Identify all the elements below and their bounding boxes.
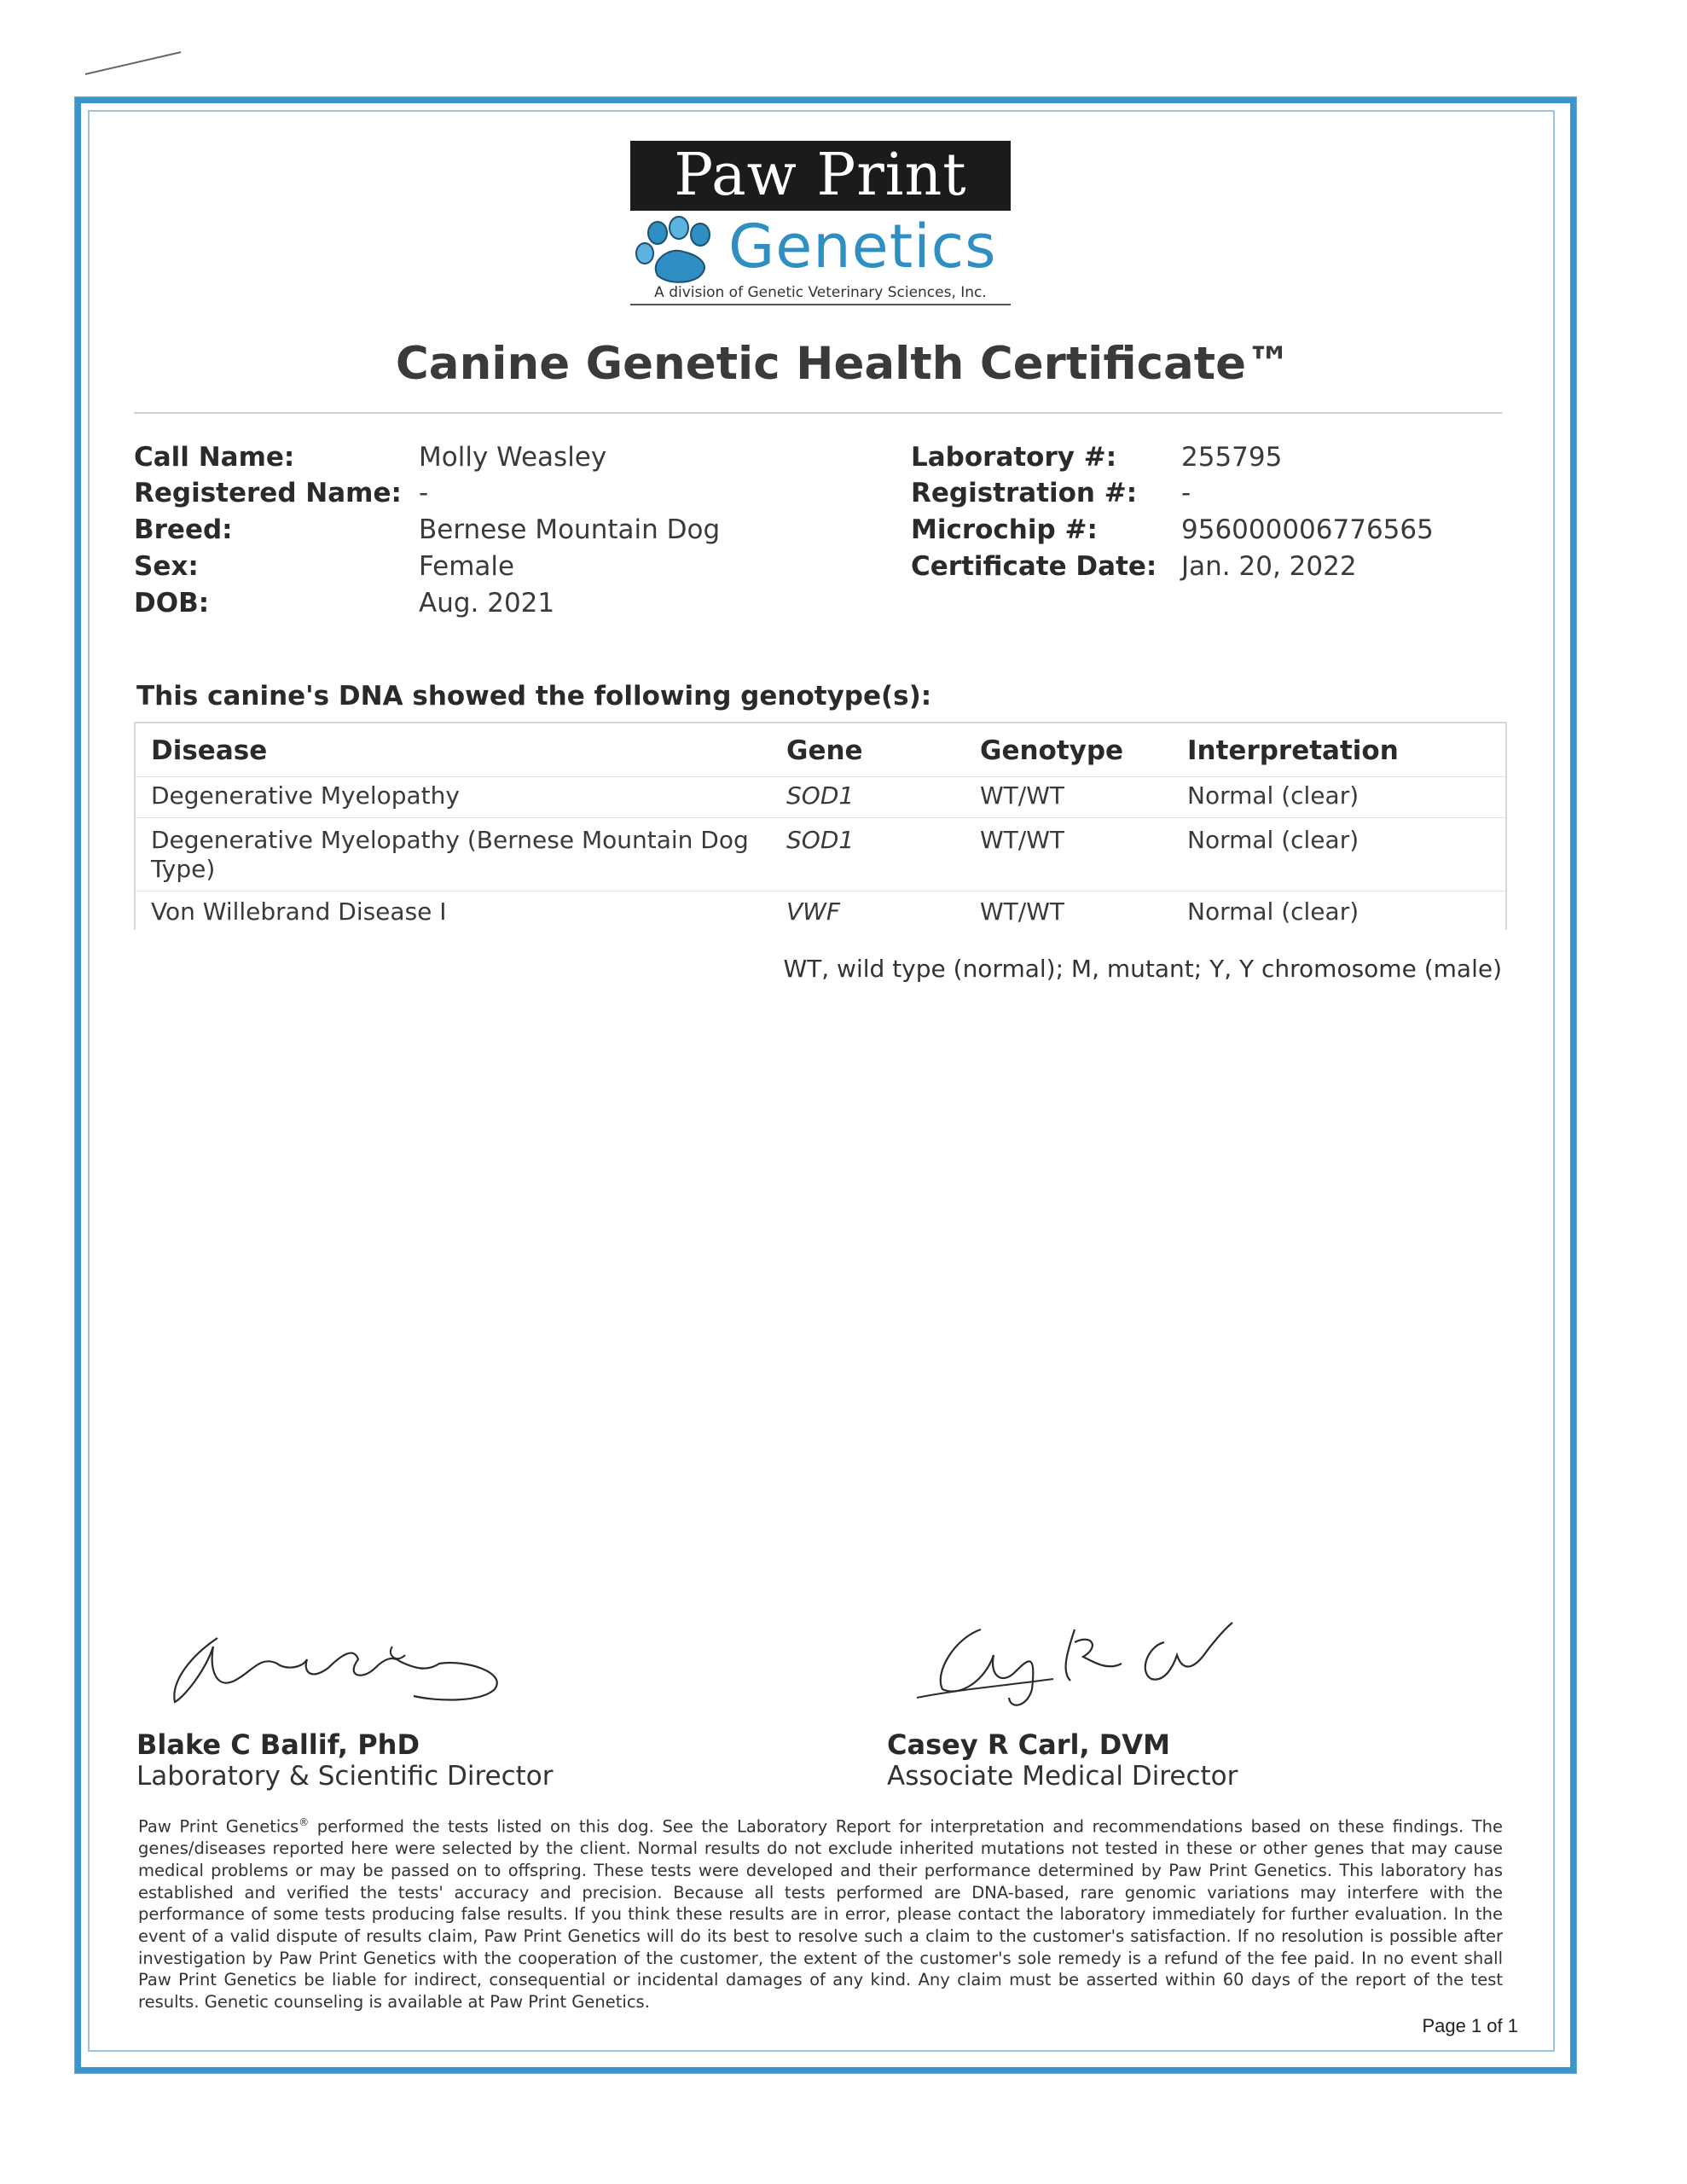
- certificate-date-label: Certificate Date:: [911, 551, 1157, 582]
- gene-cell: SOD1: [786, 826, 855, 854]
- genotype-intro: This canine's DNA showed the following genotype(s):: [136, 681, 932, 712]
- gene-cell: VWF: [786, 897, 840, 926]
- call-name-label: Call Name:: [134, 442, 295, 473]
- disease-cell-continued: Type): [151, 855, 216, 883]
- interpretation-cell: Normal (clear): [1187, 781, 1359, 810]
- signer-2-name: Casey R Carl, DVM: [887, 1728, 1170, 1761]
- stray-pen-mark: [85, 51, 182, 75]
- row-divider: [136, 891, 1505, 892]
- header-interpretation: Interpretation: [1187, 735, 1399, 766]
- breed-label: Breed:: [134, 514, 233, 545]
- header-gene: Gene: [786, 735, 863, 766]
- laboratory-number-label: Laboratory #:: [911, 442, 1117, 473]
- signature-carl: [908, 1604, 1258, 1715]
- registered-mark: ®: [299, 1816, 310, 1828]
- microchip-number-value: 956000006776565: [1181, 514, 1434, 545]
- title-divider: [134, 412, 1502, 414]
- registration-number-label: Registration #:: [911, 478, 1138, 508]
- logo-wordmark-top: Paw Print: [630, 141, 1011, 211]
- gene-cell: SOD1: [786, 781, 855, 810]
- row-divider: [136, 817, 1505, 818]
- genotype-cell: WT/WT: [980, 826, 1065, 854]
- disclaimer-text: performed the tests listed on this dog. See the Laboratory Report for interpretation and recommendations based on these findings. The genes/diseases reported here were selected by the client. Normal results do not exclude inherited mutations not tested in these or other genes that may cause medical problems or may be passed on to offspring. These tests were developed and their performance determined by Paw Print Genetics. This laboratory has established and verified the tests' accuracy and precision. Because all tests performed are DNA-based, rare genomic variations may interfere with the performance of some tests producing false results. If you think these results are in error, please contact the laboratory immediately for further evaluation. In the event of a valid dispute of results claim, Paw Print Genetics will do its best to resolve such a claim to the customer's satisfaction. If no resolution is possible after investigation by Paw Print Genetics with the cooperation of the customer, the extent of the customer's sole remedy is a refund of the fee paid. In no event shall Paw Print Genetics be liable for indirect, consequential or incidental damages of any kind. Any claim must be asserted within 60 days of the report of the test results. Genetic counseling is available at Paw Print Genetics.: [138, 1816, 1503, 2013]
- header-disease: Disease: [151, 735, 268, 766]
- signer-1-name: Blake C Ballif, PhD: [136, 1728, 420, 1761]
- interpretation-cell: Normal (clear): [1187, 897, 1359, 926]
- dob-value: Aug. 2021: [419, 588, 555, 619]
- paw-print-icon: [632, 216, 728, 286]
- dob-label: DOB:: [134, 588, 210, 619]
- signer-1-title: Laboratory & Scientific Director: [136, 1761, 554, 1792]
- genotype-legend: WT, wild type (normal); M, mutant; Y, Y chromosome (male): [783, 955, 1502, 983]
- logo-tagline: A division of Genetic Veterinary Sciences, Inc.: [630, 284, 1011, 305]
- microchip-number-label: Microchip #:: [911, 514, 1098, 545]
- genotype-cell: WT/WT: [980, 897, 1065, 926]
- logo-wordmark-bottom: Genetics: [728, 212, 997, 282]
- header-divider: [136, 776, 1505, 777]
- genotype-cell: WT/WT: [980, 781, 1065, 810]
- laboratory-number-value: 255795: [1181, 442, 1283, 473]
- page-number: Page 1 of 1: [1422, 2015, 1518, 2036]
- disease-cell: Degenerative Myelopathy (Bernese Mountain Dog: [151, 826, 749, 854]
- sex-value: Female: [419, 551, 515, 582]
- signature-ballif: [158, 1621, 533, 1715]
- registered-name-value: -: [419, 478, 429, 508]
- certificate-title: Canine Genetic Health Certificate™: [395, 338, 1292, 390]
- disease-cell: Degenerative Myelopathy: [151, 781, 460, 810]
- registration-number-value: -: [1181, 478, 1191, 508]
- genotype-results-table: [134, 722, 1507, 930]
- sex-label: Sex:: [134, 551, 199, 582]
- certificate-date-value: Jan. 20, 2022: [1181, 551, 1357, 582]
- legal-disclaimer: [138, 1812, 1503, 2013]
- disclaimer-brand: Paw Print Genetics: [138, 1816, 299, 1837]
- interpretation-cell: Normal (clear): [1187, 826, 1359, 854]
- disease-cell: Von Willebrand Disease I: [151, 897, 447, 926]
- call-name-value: Molly Weasley: [419, 442, 607, 473]
- breed-value: Bernese Mountain Dog: [419, 514, 721, 545]
- signer-2-title: Associate Medical Director: [887, 1761, 1238, 1792]
- paw-print-genetics-logo: [630, 141, 1011, 303]
- header-genotype: Genotype: [980, 735, 1124, 766]
- registered-name-label: Registered Name:: [134, 478, 402, 508]
